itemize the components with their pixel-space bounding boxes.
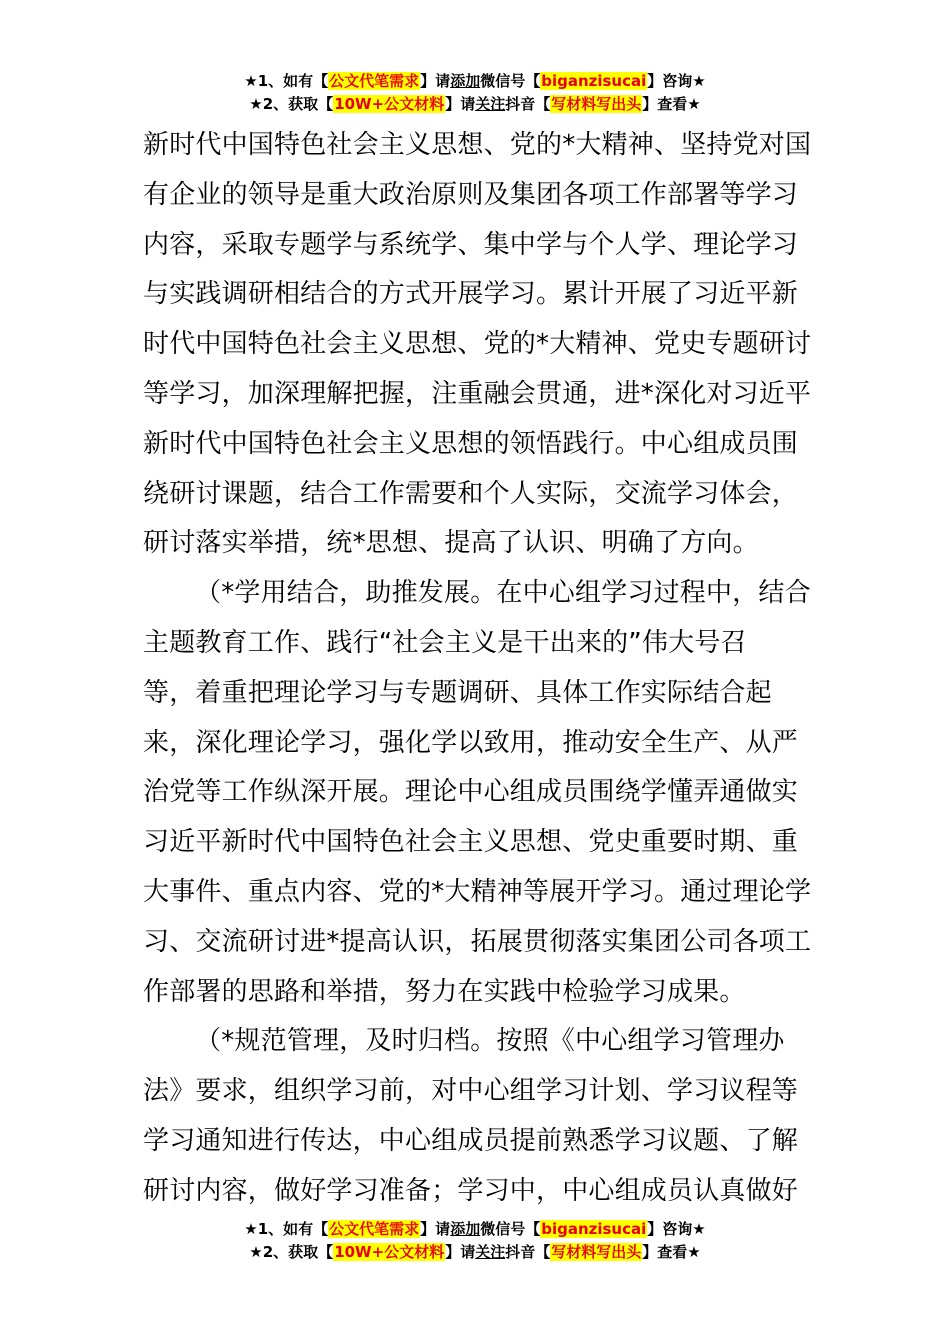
banner-text: 微信号【 xyxy=(480,1220,541,1238)
banner-text: ★1、如有【 xyxy=(244,72,329,90)
banner-text: 抖音【 xyxy=(505,1243,551,1261)
banner-text: ★2、获取【 xyxy=(249,95,334,113)
banner-text: 关注 xyxy=(475,95,506,113)
banner-line-2 xyxy=(0,1241,950,1264)
highlight-wechat-id: biganzisucai xyxy=(541,72,647,90)
paragraph-line: 法》要求，组织学习前，对中心组学习计划、学习议程等 xyxy=(143,1076,799,1107)
paragraph-line: 来，深化理论学习，强化学以致用，推动安全生产、从严 xyxy=(143,727,799,758)
paragraph-line: 治党等工作纵深开展。理论中心组成员围绕学懂弄通做实 xyxy=(143,777,799,808)
paragraph-line: 大事件、重点内容、党的*大精神等展开学习。通过理论学 xyxy=(143,876,812,907)
paragraph-line: 研讨落实举措，统*思想、提高了认识、明确了方向。 xyxy=(143,528,759,559)
paragraph-line: 学习通知进行传达，中心组成员提前熟悉学习议题、了解 xyxy=(143,1125,799,1156)
header-banner xyxy=(0,70,950,116)
banner-text: 】查看★ xyxy=(642,1243,701,1261)
paragraph-line: 研讨内容，做好学习准备；学习中，中心组成员认真做好 xyxy=(143,1175,799,1206)
paragraph-line: （*学用结合，助推发展。在中心组学习过程中，结合 xyxy=(195,578,811,609)
paragraph-line: 作部署的思路和举措，努力在实践中检验学习成果。 xyxy=(143,976,746,1007)
paragraph-line: 有企业的领导是重大政治原则及集团各项工作部署等学习 xyxy=(143,179,799,210)
highlight-service: 公文代笔需求 xyxy=(329,72,420,90)
paragraph-line: 习、交流研讨进*提高认识，拓展贯彻落实集团公司各项工 xyxy=(143,926,812,957)
highlight-wechat-id: biganzisucai xyxy=(541,1220,647,1238)
banner-text: 添加 xyxy=(450,72,481,90)
paragraph-line: 等学习，加深理解把握，注重融会贯通，进*深化对习近平 xyxy=(143,378,812,409)
banner-text: 】咨询★ xyxy=(647,1220,706,1238)
banner-text: 】请 xyxy=(445,1243,476,1261)
banner-text: 添加 xyxy=(450,1220,481,1238)
banner-text: 抖音【 xyxy=(505,95,551,113)
document-body xyxy=(143,121,812,1217)
banner-text: 】请 xyxy=(420,1220,451,1238)
banner-text: ★2、获取【 xyxy=(249,1243,334,1261)
paragraph-line: 主题教育工作、践行“社会主义是干出来的”伟大号召 xyxy=(143,627,747,658)
banner-text: 】请 xyxy=(445,95,476,113)
highlight-douyin-id: 写材料写出头 xyxy=(551,1243,642,1261)
paragraph-line: 新时代中国特色社会主义思想的领悟践行。中心组成员围 xyxy=(143,428,799,459)
banner-text: 关注 xyxy=(475,1243,506,1261)
banner-text: 微信号【 xyxy=(480,72,541,90)
highlight-materials: 10W+公文材料 xyxy=(334,95,445,113)
banner-line-1 xyxy=(0,70,950,93)
paragraph-line: 习近平新时代中国特色社会主义思想、党史重要时期、重 xyxy=(143,827,799,858)
paragraph-line: （*规范管理，及时归档。按照《中心组学习管理办 xyxy=(195,1026,785,1057)
paragraph-line: 与实践调研相结合的方式开展学习。累计开展了习近平新 xyxy=(143,279,799,310)
highlight-douyin-id: 写材料写出头 xyxy=(551,95,642,113)
banner-text: 】咨询★ xyxy=(647,72,706,90)
highlight-materials: 10W+公文材料 xyxy=(334,1243,445,1261)
banner-line-1 xyxy=(0,1218,950,1241)
footer-banner xyxy=(0,1218,950,1264)
paragraph-line: 绕研讨课题，结合工作需要和个人实际，交流学习体会， xyxy=(143,478,799,509)
paragraph-line: 内容，采取专题学与系统学、集中学与个人学、理论学习 xyxy=(143,229,799,260)
paragraph-line: 时代中国特色社会主义思想、党的*大精神、党史专题研讨 xyxy=(143,329,812,360)
paragraph-line: 等，着重把理论学习与专题调研、具体工作实际结合起 xyxy=(143,677,772,708)
banner-text: 】查看★ xyxy=(642,95,701,113)
banner-text: ★1、如有【 xyxy=(244,1220,329,1238)
paragraph-line: 新时代中国特色社会主义思想、党的*大精神、坚持党对国 xyxy=(143,130,812,160)
banner-text: 】请 xyxy=(420,72,451,90)
banner-line-2 xyxy=(0,93,950,116)
highlight-service: 公文代笔需求 xyxy=(329,1220,420,1238)
